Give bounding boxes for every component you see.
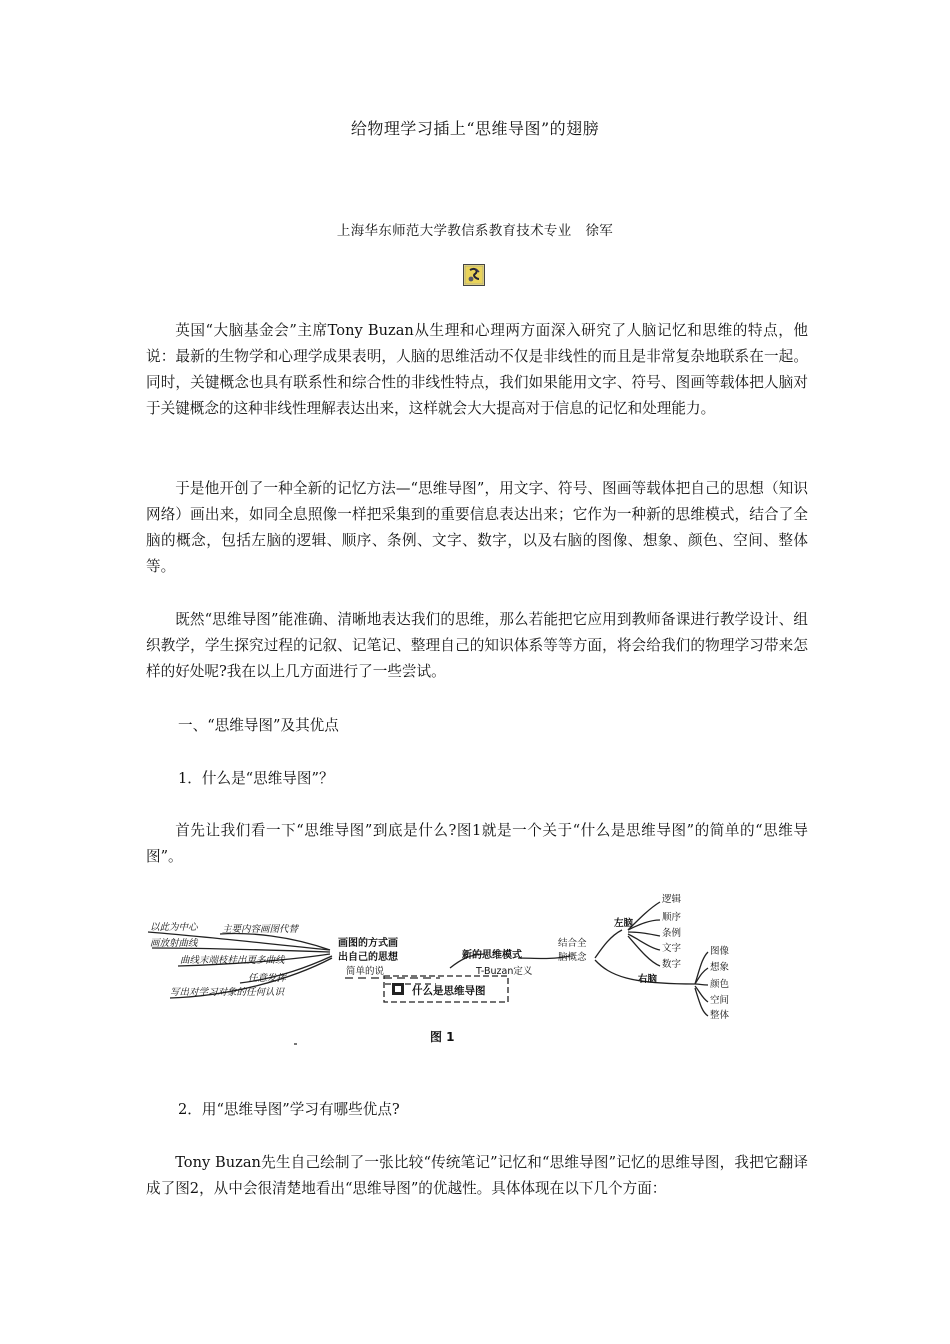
mindmap-item: 曲线末端枝桂出更多曲线: [180, 955, 285, 966]
mindmap-right-brain-item: 颜色: [710, 979, 730, 990]
author-affiliation: 上海华东师范大学教信系教育技术专业: [336, 223, 572, 239]
mindmap-item: 写出对学习对象的任何认识: [170, 987, 285, 998]
mindmap-right-brain-item: 图像: [710, 946, 730, 957]
mindmap-left-brain: 左脑: [614, 918, 634, 929]
document-title: 给物理学习插上“思维导图”的翅膀: [350, 119, 600, 138]
mindmap-center: 什么是思维导图: [412, 985, 486, 997]
paragraph-advantages: Tony Buzan先生自己绘制了一张比较“传统笔记”记忆和“思维导图”记忆的思维导图，我把它翻译成了图2，从中会很清楚地看出“思维导图”的优越性。具体体现在以下几个方面：: [146, 1154, 808, 1197]
author-name: 徐军: [585, 223, 614, 239]
paragraph-figure-intro: 首先让我们看一下“思维导图”到底是什么?图1就是一个关于“什么是思维导图”的简单的“思维导图”。: [146, 822, 808, 865]
mindmap-left-label-1: 画图的方式画: [338, 938, 398, 949]
subsection-heading-2: 2．用“思维导图”学习有哪些优点?: [178, 1101, 400, 1118]
mindmap-left-label-2: 出自己的思想: [338, 952, 398, 963]
mindmap-right-brain: 右脑: [638, 974, 658, 985]
document-object-icon: [463, 264, 485, 286]
scan-artifact: [294, 1043, 297, 1045]
mindmap-left-brain-item: 数字: [662, 959, 682, 970]
paragraph-intro: 英国“大脑基金会”主席Tony Buzan从生理和心理两方面深入研究了人脑记忆和思维的特点，他说：最新的生物学和心理学成果表明，人脑的思维活动不仅是非线性的而且是非常复杂地联系在一起。同时，关键概念也具有联系性和综合性的非线性特点，我们如果能用文字、符号、图画等载体把人脑对于关键概念的这种非线性理解表达出来，这样就会大大提高对于信息的记忆和处理能力。: [146, 322, 808, 417]
mindmap-node-2: 脑概念: [558, 952, 587, 963]
paragraph-application: 既然“思维导图”能准确、清晰地表达我们的思维，那么若能把它应用到教师备课进行教学设计、组织教学，学生探究过程的记叙、记笔记、整理自己的知识体系等等方面，将会给我们的物理学习带来怎样的好处呢?我在以上几方面进行了一些尝试。: [146, 611, 808, 680]
section-heading-1: 一、“思维导图”及其优点: [178, 717, 339, 734]
figure-1-caption: 图 1: [430, 1030, 455, 1044]
mindmap-right-brain-item: 整体: [710, 1010, 730, 1021]
mindmap-left-brain-item: 文字: [662, 943, 682, 954]
mindmap-item: 主要内容画图代替: [222, 924, 299, 935]
mindmap-item: 画放射曲线: [150, 938, 198, 949]
author-line: [0, 219, 950, 239]
mindmap-right-sub-label: T-Buzan定义: [476, 966, 533, 977]
mindmap-right-brain-item: 空间: [710, 995, 730, 1006]
mindmap-left-sub-label: 简单的说: [346, 966, 385, 977]
subsection-heading-1: 1．什么是“思维导图”？: [178, 770, 334, 787]
mindmap-left-brain-item: 逻辑: [662, 894, 682, 905]
mindmap-item: 任意发挥: [248, 973, 287, 984]
mindmap-right-label: 新的思维模式: [462, 950, 522, 961]
mindmap-left-brain-item: 顺序: [662, 912, 682, 923]
figure-1-mindmap: [140, 888, 750, 1056]
mindmap-left-brain-item: 条例: [662, 928, 682, 939]
mindmap-node-1: 结合全: [558, 938, 587, 949]
mindmap-right-brain-item: 想象: [710, 962, 730, 973]
mindmap-item: 以此为中心: [150, 922, 198, 933]
paragraph-method: 于是他开创了一种全新的记忆方法—“思维导图”，用文字、符号、图画等载体把自己的思想（知识网络）画出来，如同全息照像一样把采集到的重要信息表达出来；它作为一种新的思维模式，结合了全脑的概念，包括左脑的逻辑、顺序、条例、文字、数字，以及右脑的图像、想象、颜色、空间、整体等。: [146, 480, 808, 575]
